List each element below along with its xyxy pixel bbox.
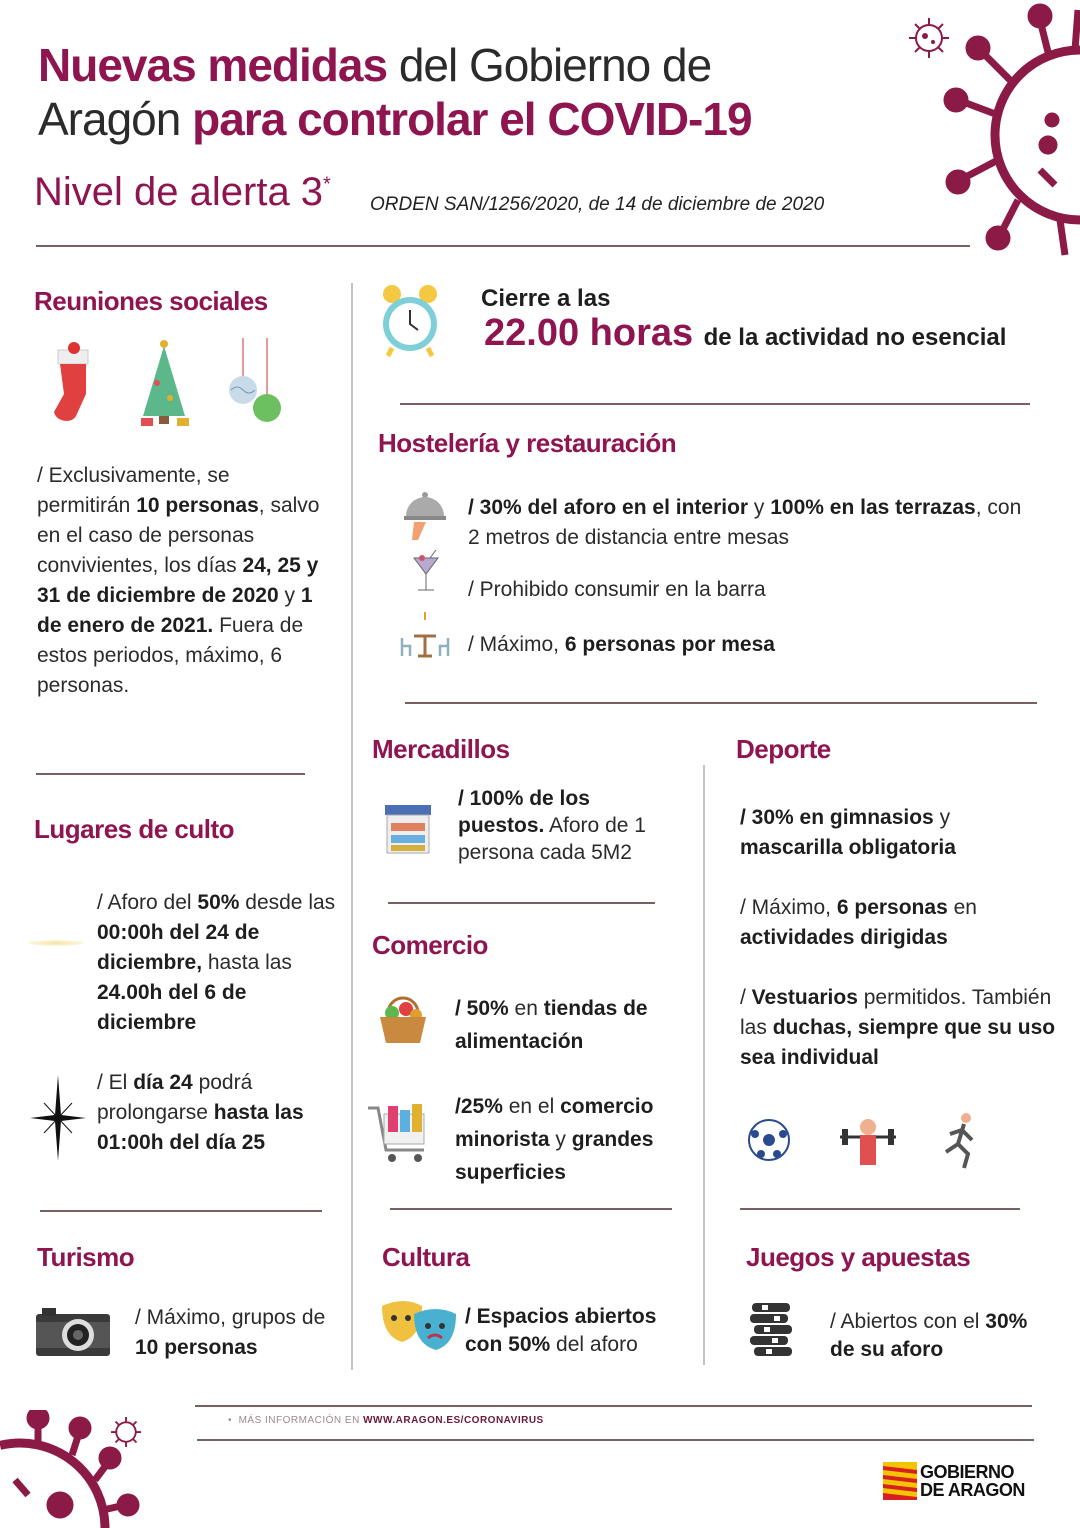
bold-text-segment: Vestuarios	[751, 986, 858, 1009]
section-title-comercio: Comercio	[372, 930, 488, 960]
culto-text-1	[97, 888, 347, 1038]
christmas-stocking-icon	[44, 340, 100, 426]
text-segment: / Prohibido consumir en la barra	[468, 578, 766, 601]
hosteleria-item-1	[468, 493, 1038, 553]
cierre-rest: de la actividad no esencial	[703, 324, 1007, 351]
column-divider	[351, 283, 353, 1370]
text-segment: en	[508, 997, 544, 1020]
text-segment: del Gobierno de	[387, 39, 712, 91]
bold-text-segment: / 30% en gimnasios	[740, 806, 934, 829]
divider	[36, 773, 305, 775]
more-info-label: MÁS INFORMACIÓN EN	[238, 1415, 364, 1426]
alert-asterisk: *	[323, 173, 331, 196]
bold-text-segment: 6 personas	[836, 896, 948, 919]
cierre-line1: Cierre a las	[481, 285, 611, 312]
text-segment: /	[740, 986, 752, 1009]
text-segment: del aforo	[550, 1333, 638, 1356]
text-segment: / Máximo,	[740, 896, 837, 919]
hosteleria-item-3	[468, 630, 1028, 660]
deporte-item-3	[740, 983, 1060, 1073]
more-info	[228, 1415, 544, 1426]
cierre-hour: 22.00 horas	[484, 312, 694, 354]
christmas-ornaments-icon	[225, 338, 285, 426]
hosteleria-item-2	[468, 575, 1028, 605]
logo-line-1: GOBIERNO	[920, 1462, 1015, 1482]
casino-chips-icon	[748, 1303, 794, 1357]
section-title-turismo: Turismo	[37, 1242, 135, 1272]
bold-text-segment: duchas, siempre que su uso sea individual	[740, 1016, 1056, 1069]
text-segment: y	[549, 1128, 572, 1151]
sparkle-star-icon	[30, 1075, 86, 1161]
weightlifting-icon	[838, 1115, 898, 1167]
divider	[740, 1208, 1020, 1210]
bold-text-segment: 24, 25 y 31 de diciembre de 2020	[37, 554, 319, 607]
section-title-cultura: Cultura	[382, 1242, 470, 1272]
camera-icon	[36, 1308, 110, 1356]
text-segment: , salvo en el caso de personas convivientes, los días	[37, 494, 320, 577]
bold-text-segment: 100% en las terrazas	[770, 496, 976, 519]
deporte-item-2	[740, 893, 1040, 953]
aragon-flag-icon	[883, 1462, 917, 1500]
culto-text-2	[97, 1068, 337, 1158]
bold-text-segment: / 100% de los puestos.	[458, 787, 590, 837]
title-line-1	[38, 38, 752, 92]
text-segment: / Abiertos con el	[830, 1310, 986, 1333]
divider	[388, 902, 655, 904]
bold-text-segment: tiendas de alimentación	[455, 997, 648, 1053]
divider	[40, 1210, 322, 1212]
gobierno-aragon-logo	[883, 1462, 1025, 1500]
candle-light-icon	[28, 940, 84, 946]
divider	[405, 702, 1037, 704]
bold-text-segment: /25%	[455, 1095, 503, 1118]
section-title-reuniones: Reuniones sociales	[34, 286, 268, 316]
page-title	[38, 38, 752, 146]
bold-text-segment: 30% de su aforo	[830, 1310, 1028, 1361]
bold-text-segment: / Espacios abiertos con 50%	[465, 1305, 657, 1356]
text-segment: y	[933, 806, 951, 829]
alert-level-text: Nivel de alerta 3	[34, 170, 324, 214]
section-title-mercadillos: Mercadillos	[372, 734, 510, 764]
mercadillos-text	[458, 785, 678, 866]
section-title-culto: Lugares de culto	[34, 814, 235, 844]
text-segment: / Máximo, grupos de	[135, 1306, 326, 1329]
bold-text-segment: Nuevas medidas	[38, 39, 388, 91]
reuniones-text	[37, 461, 327, 701]
bold-text-segment: 10 personas	[135, 1336, 258, 1359]
text-segment: permitidos. También las	[740, 986, 1052, 1039]
order-reference: ORDEN SAN/1256/2020, de 14 de diciembre de 2020	[370, 194, 825, 215]
column-divider	[703, 765, 705, 1365]
bold-text-segment: día 24	[133, 1071, 193, 1094]
footer-divider-top	[195, 1405, 1032, 1407]
virus-decoration-icon	[940, 0, 1080, 260]
serving-cloche-icon	[404, 490, 446, 542]
food-basket-icon	[376, 993, 430, 1045]
logo-line-2: DE ARAGON	[920, 1480, 1025, 1500]
text-segment: hasta las	[202, 951, 292, 974]
soccer-ball-icon	[747, 1118, 791, 1162]
comercio-item-2	[455, 1090, 695, 1189]
christmas-tree-icon	[135, 338, 193, 428]
text-segment: y	[278, 584, 301, 607]
market-stall-icon	[383, 803, 433, 855]
bold-text-segment: 10 personas	[136, 494, 259, 517]
small-virus-icon	[905, 14, 953, 62]
text-segment: Aforo de 1 persona cada 5M2	[458, 814, 646, 864]
text-segment: en	[947, 896, 977, 919]
turismo-text	[135, 1303, 335, 1363]
text-segment: , con 2 metros de distancia entre mesas	[468, 496, 1022, 549]
divider	[400, 403, 1030, 405]
more-info-link[interactable]: WWW.ARAGON.ES/CORONAVIRUS	[363, 1415, 544, 1426]
bold-text-segment: 24.00h del 6 de diciembre	[97, 981, 247, 1034]
section-title-hosteleria: Hostelería y restauración	[378, 428, 677, 458]
comercio-item-1	[455, 992, 695, 1058]
bold-text-segment: hasta las 01:00h del día 25	[97, 1101, 304, 1154]
text-segment: / Exclusivamente, se permitirán	[37, 464, 230, 517]
section-title-deporte: Deporte	[736, 734, 831, 764]
bold-text-segment: para controlar el COVID-19	[192, 93, 752, 145]
small-virus-bottom-icon	[108, 1414, 144, 1450]
alarm-clock-icon	[380, 284, 440, 358]
divider	[390, 1208, 672, 1210]
bold-text-segment: actividades dirigidas	[740, 926, 948, 949]
section-title-juegos: Juegos y apuestas	[746, 1242, 971, 1272]
table-chairs-icon	[400, 612, 450, 658]
header-divider	[36, 245, 970, 247]
alert-level	[34, 170, 331, 215]
text-segment: / El	[97, 1071, 134, 1094]
bold-text-segment: / 50%	[455, 997, 509, 1020]
text-segment: en el	[502, 1095, 561, 1118]
bold-text-segment: 50%	[197, 891, 240, 914]
bold-text-segment: / 30% del aforo en el interior	[468, 496, 749, 519]
shopping-cart-icon	[368, 1100, 432, 1166]
title-line-2	[38, 92, 752, 146]
bold-text-segment: mascarilla obligatoria	[740, 836, 956, 859]
bold-text-segment: 1 de enero de 2021.	[37, 584, 313, 637]
text-segment: / Máximo,	[468, 633, 565, 656]
juegos-text	[830, 1308, 1030, 1364]
text-segment: desde las	[239, 891, 336, 914]
bold-text-segment: 6 personas por mesa	[564, 633, 775, 656]
bold-text-segment: comercio minorista	[455, 1095, 654, 1151]
bullet: •	[228, 1415, 239, 1426]
cultura-text	[465, 1303, 695, 1359]
text-segment: Aragón	[38, 93, 193, 145]
deporte-item-1	[740, 803, 1040, 863]
footer-divider-bottom	[197, 1439, 1034, 1441]
text-segment: / Aforo del	[97, 891, 198, 914]
bold-text-segment: grandes superficies	[455, 1128, 654, 1184]
runner-icon	[940, 1112, 980, 1170]
theater-masks-icon	[380, 1300, 458, 1356]
text-segment: podrá prolongarse	[97, 1071, 253, 1124]
text-segment: y	[748, 496, 771, 519]
text-segment: Fuera de estos periodos, máximo, 6 personas.	[37, 614, 304, 697]
bold-text-segment: 00:00h del 24 de diciembre,	[97, 921, 260, 974]
cocktail-glass-icon	[412, 550, 440, 594]
cierre-hour-line	[484, 312, 1006, 355]
